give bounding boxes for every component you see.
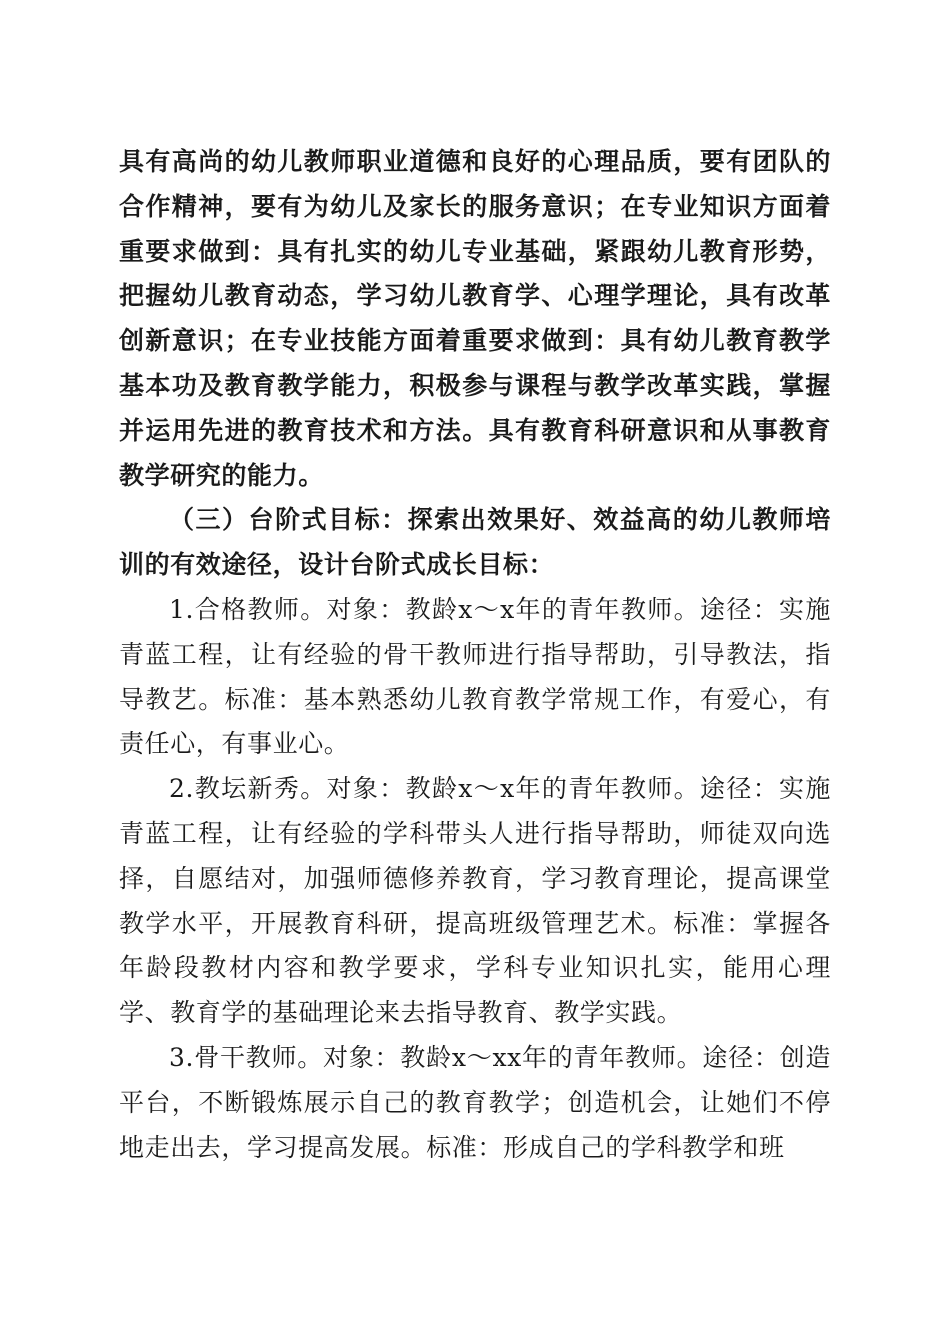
paragraph-new-star-teacher: 2.教坛新秀。对象：教龄x～x年的青年教师。途径：实施青蓝工程，让有经验的学科带头人进行指导帮助，师徒双向选择，自愿结对，加强师德修养教育，学习教育理论，提高课堂教学水平，开展教育科研，提高班级管理艺术。标准：掌握各年龄段教材内容和教学要求，学科专业知识扎实，能用心理学、教育学的基础理论来去指导教育、教学实践。 xyxy=(119,774,831,1028)
paragraph-backbone-teacher: 3.骨干教师。对象：教龄x～xx年的青年教师。途径：创造平台，不断锻炼展示自己的教育教学；创造机会，让她们不停地走出去，学习提高发展。标准：形成自己的学科教学和班 xyxy=(119,1042,831,1162)
paragraph-step-goals-heading: （三）台阶式目标：探索出效果好、效益高的幼儿教师培训的有效途径，设计台阶式成长目标： xyxy=(119,505,831,580)
document-body xyxy=(119,140,831,1170)
paragraph-professional-ethics: 具有高尚的幼儿教师职业道德和良好的心理品质，要有团队的合作精神，要有为幼儿及家长的服务意识；在专业知识方面着重要求做到：具有扎实的幼儿专业基础，紧跟幼儿教育形势，把握幼儿教育动态，学习幼儿教育学、心理学理论，具有改革创新意识；在专业技能方面着重要求做到：具有幼儿教育教学基本功及教育教学能力，积极参与课程与教学改革实践，掌握并运用先进的教育技术和方法。具有教育科研意识和从事教育教学研究的能力。 xyxy=(119,147,831,490)
paragraph-qualified-teacher: 1.合格教师。对象：教龄x～x年的青年教师。途径：实施青蓝工程，让有经验的骨干教师进行指导帮助，引导教法，指导教艺。标准：基本熟悉幼儿教育教学常规工作，有爱心，有责任心，有事业心。 xyxy=(119,594,831,759)
